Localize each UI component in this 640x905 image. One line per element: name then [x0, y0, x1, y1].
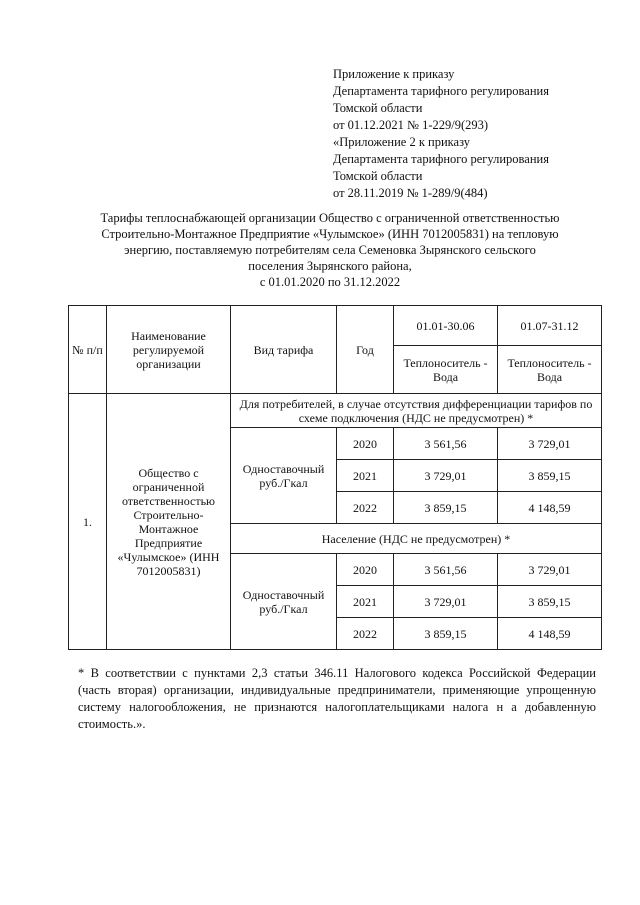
year-cell: 2020: [337, 554, 394, 586]
year-cell: 2021: [337, 460, 394, 492]
organization-name: Общество с ограниченной ответственностью Строительно-Монтажное Предприятие «Чулымское» (ИНН 7012005831): [107, 394, 231, 650]
value-cell: 3 729,01: [498, 554, 602, 586]
header-organization: Наименование регулируемой организации: [107, 306, 231, 394]
appendix-line: «Приложение 2 к приказу: [333, 135, 471, 149]
year-cell: 2020: [337, 428, 394, 460]
header-carrier-1: Теплоноситель - Вода: [394, 346, 498, 394]
appendix-line: от 28.11.2019 № 1-289/9(484): [333, 186, 488, 200]
year-cell: 2022: [337, 618, 394, 650]
value-cell: 4 148,59: [498, 492, 602, 524]
value-cell: 3 561,56: [394, 428, 498, 460]
appendix-line: от 01.12.2021 № 1-229/9(293): [333, 118, 489, 132]
row-number: 1.: [69, 394, 107, 650]
value-cell: 4 148,59: [498, 618, 602, 650]
title-line: Тарифы теплоснабжающей организации Общество с ограниченной ответственностью: [100, 211, 560, 225]
value-cell: 3 729,01: [394, 586, 498, 618]
value-cell: 3 729,01: [498, 428, 602, 460]
appendix-header: [333, 66, 633, 202]
population-tariff-type: Одноставочный руб./Гкал: [231, 554, 337, 650]
title-line: поселения Зырянского района,: [248, 259, 412, 273]
table-row: [69, 394, 602, 428]
value-cell: 3 859,15: [394, 618, 498, 650]
year-cell: 2022: [337, 492, 394, 524]
footnote: * В соответствии с пунктами 2,3 статьи 346.11 Налогового кодекса Российской Федерации (часть вторая) организации, индивидуальные предприниматели, применяющие упрощенную систему налогообложения, не признаются налогоплательщиками налога н а добавленную стоимость.».: [78, 666, 596, 731]
table-header-row: [69, 306, 602, 346]
year-cell: 2021: [337, 586, 394, 618]
population-note: Население (НДС не предусмотрен) *: [231, 524, 602, 554]
appendix-line: Томской области: [333, 101, 423, 115]
consumers-note: Для потребителей, в случае отсутствия дифференциации тарифов по схеме подключения (НДС не предусмотрен) *: [231, 394, 602, 428]
document-title: [60, 210, 600, 290]
value-cell: 3 859,15: [394, 492, 498, 524]
appendix-line: Департамента тарифного регулирования: [333, 152, 549, 166]
tariff-table: [68, 305, 602, 650]
title-line: энергию, поставляемую потребителям села Семеновка Зырянского сельского: [124, 243, 536, 257]
header-period-2: 01.07-31.12: [498, 306, 602, 346]
consumers-tariff-type: Одноставочный руб./Гкал: [231, 428, 337, 524]
header-year: Год: [337, 306, 394, 394]
appendix-line: Приложение к приказу: [333, 67, 455, 81]
title-line: с 01.01.2020 по 31.12.2022: [259, 275, 401, 289]
value-cell: 3 859,15: [498, 586, 602, 618]
title-line: Строительно-Монтажное Предприятие «Чулымское» (ИНН 7012005831) на тепловую: [101, 227, 559, 241]
value-cell: 3 729,01: [394, 460, 498, 492]
value-cell: 3 561,56: [394, 554, 498, 586]
appendix-line: Томской области: [333, 169, 423, 183]
header-carrier-2: Теплоноситель - Вода: [498, 346, 602, 394]
appendix-line: Департамента тарифного регулирования: [333, 84, 549, 98]
header-tariff-type: Вид тарифа: [231, 306, 337, 394]
value-cell: 3 859,15: [498, 460, 602, 492]
header-period-1: 01.01-30.06: [394, 306, 498, 346]
header-num: № п/п: [69, 306, 107, 394]
